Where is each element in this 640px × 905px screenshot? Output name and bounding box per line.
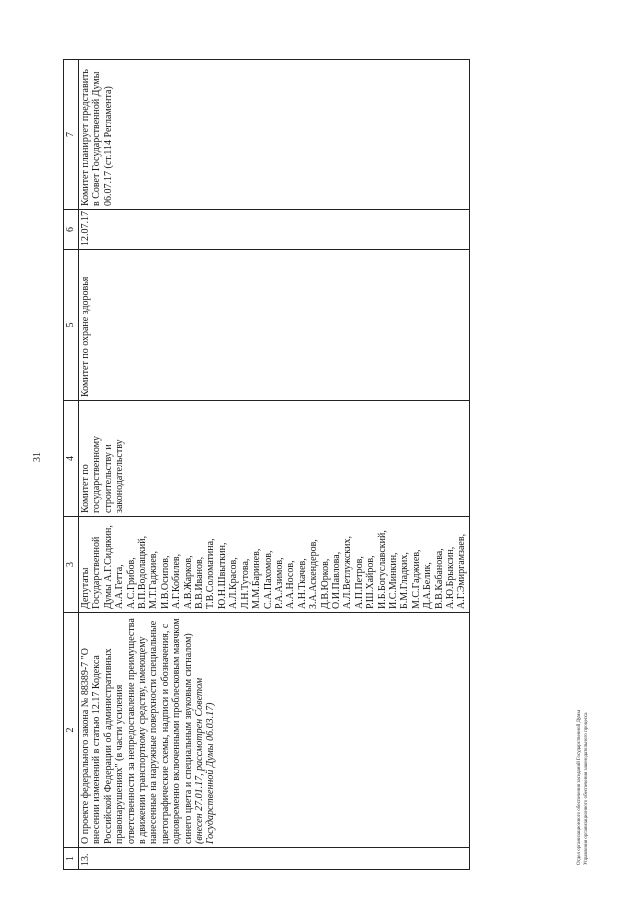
initiators-cell: Депутаты Государственной Думы А.Г.Сидякин, А.А.Гетта, А.С.Грибов, В.П.Водолацкий, М.Т.Гаджиев, И.В.Осипов, А.Г.Кобилев, А.В.Жарков, В.В.Иванов, Т.В.Соломатина, Ю.Н.Швыткин, А.Л.Красов, Л.Н.Тутова, М.М.Баринев, С.А.Пахомов, Р.А.Азимов, А.А.Носов, А.Н.Ткачев, З.А.Аскендеров, Д.В.Юрков, О.И.Павлова, А.Л.Ветлужских, А.П.Петров, Р.Ш.Хайров, И.Б.Богуславский, И.С.Минкин, Б.М.Гладких, М.С.Гаджиев, Д.А.Белик, В.В.Кабанова, А.Ю.Брыксин, А.Г.Эмиргамзаев,: [79, 517, 470, 613]
footer-line-2: Управления организационного обеспечения законодательного процесса: [583, 712, 589, 865]
date-cell: 12.07.17: [79, 210, 470, 250]
col-header-3: 3: [64, 517, 79, 613]
remarks-cell: Комитет планирует представить в Совет Государственной Думы 06.07.17 (ст.114 Регламента): [79, 60, 470, 210]
col-header-6: 6: [64, 210, 79, 250]
col-header-7: 7: [64, 60, 79, 210]
bill-note: (внесен 27.01.17, рассмотрен Советом Государственной Думы 06.03.17): [194, 677, 217, 844]
col-header-1: 1: [64, 848, 79, 870]
bills-table: [63, 59, 470, 870]
bill-description: [79, 613, 470, 848]
table-row: [79, 60, 470, 870]
document-page: [5, 20, 605, 880]
co-committee-cell: Комитет по охране здоровья: [79, 250, 470, 401]
footer-line-1: Отдел организационного обеспечения заседаний Государственной Думы: [577, 710, 582, 865]
col-header-5: 5: [64, 250, 79, 401]
committee-cell: Комитет по государственному строительству и законодательству: [79, 401, 470, 517]
bill-title: О проекте федерального закона № 88389-7 "О внесении изменений в статью 12.17 Кодекса Российской Федерации об административных правонарушениях" (в части усиления ответственности за непредоставление преимущества в движении транспортному средству, имеющему нанесенные на наружные поверхности специальные цветографические схемы, надписи и обозначения, с одновременно включенными проблесковым маячком синего цвета и специальным звуковым сигналом): [80, 618, 194, 844]
header-row: [64, 60, 79, 870]
col-header-4: 4: [64, 401, 79, 517]
page-number: 31: [32, 452, 43, 462]
row-number: 13.: [79, 848, 470, 870]
footer: [577, 710, 590, 865]
col-header-2: 2: [64, 613, 79, 848]
